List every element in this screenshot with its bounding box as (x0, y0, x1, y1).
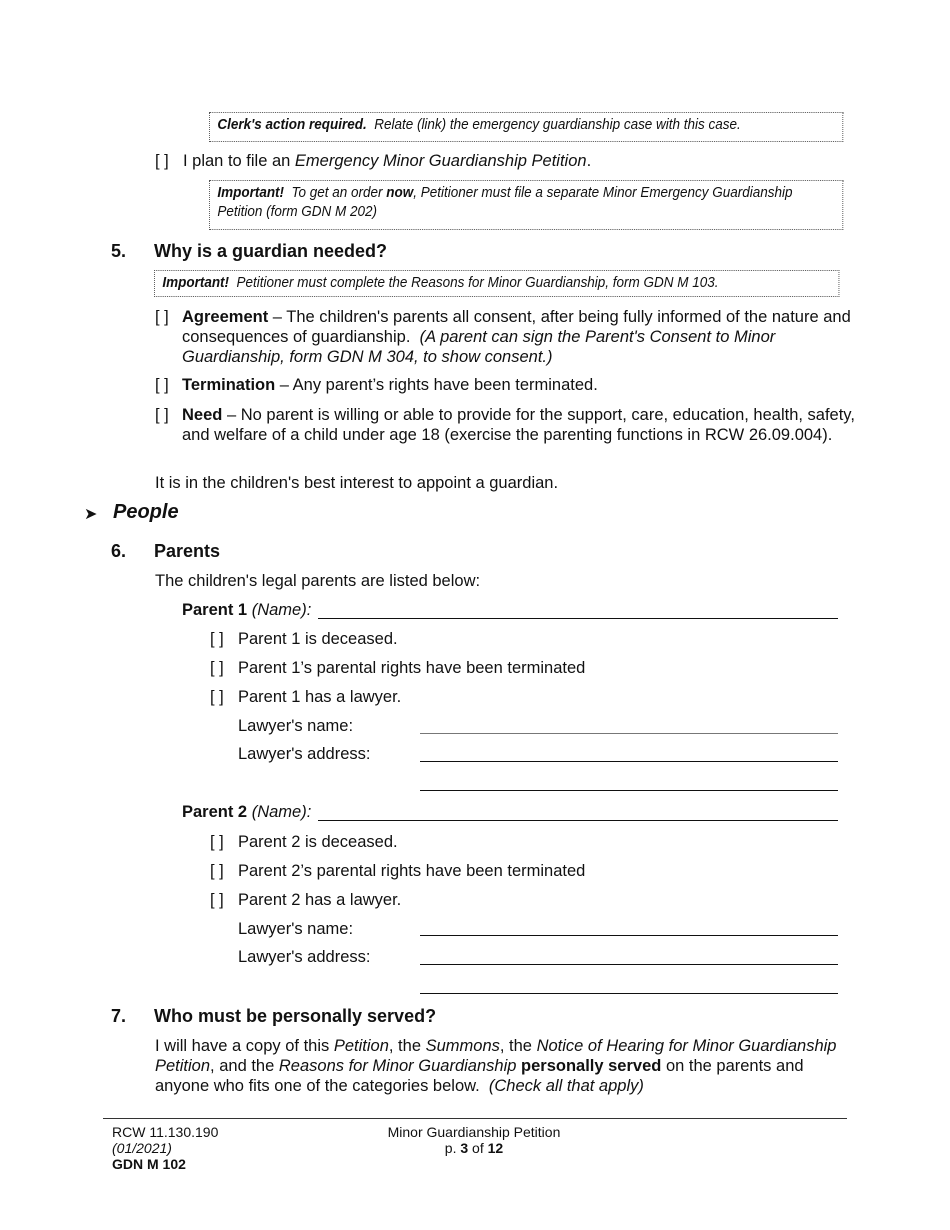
option-agreement: [ ] Agreement – The children's parents all consent, after being fully informed of the nature and consequences of guardianship. (A parent can sign the Parent's Consent to Minor Guardianship, form GDN M 304, to show consent.) (155, 308, 851, 366)
parent-1-name-label: Parent 1 (Name): (182, 601, 312, 619)
parents-intro: The children's legal parents are listed below: (155, 572, 481, 590)
parent-1-lawyer-name-label: Lawyer's name: (238, 717, 354, 735)
parent-1-name-field[interactable] (318, 618, 838, 619)
clerk-action-note (209, 112, 843, 142)
best-interest-statement: It is in the children's best interest to appoint a guardian. (155, 474, 559, 492)
footer-left (112, 1124, 218, 1172)
checkbox[interactable]: [ ] (155, 308, 169, 326)
parent-2-deceased-option: [ ] Parent 2 is deceased. (210, 833, 398, 851)
parent-2-name-field[interactable] (318, 820, 838, 821)
parent-1-lawyer-address-field-2[interactable] (420, 790, 838, 791)
parent-2-lawyer-address-label: Lawyer's address: (238, 948, 371, 966)
footer-center (374, 1124, 574, 1156)
important-note-emergency: Important! To get an order now, Petitioner must file a separate Minor Emergency Guardianship Petition (form GDN M 202) (209, 180, 843, 230)
parent-2-lawyer-option: [ ] Parent 2 has a lawyer. (210, 891, 402, 909)
parent-2-name-label: Parent 2 (Name): (182, 803, 312, 821)
parent-1-lawyer-name-field[interactable] (420, 733, 838, 734)
section-5-title: Why is a guardian needed? (154, 241, 388, 261)
footer-title: Minor Guardianship Petition (387, 1124, 561, 1140)
parent-2-lawyer-address-field-1[interactable] (420, 964, 838, 965)
arrow-bullet-icon: ➤ (84, 506, 98, 523)
checkbox[interactable]: [ ] (155, 152, 169, 170)
clerk-note-text: Relate (link) the emergency guardianship case with this case. (374, 117, 741, 133)
parent-2-terminated-option: [ ] Parent 2’s parental rights have been terminated (210, 862, 586, 880)
parent-2-lawyer-name-field[interactable] (420, 935, 838, 936)
checkbox[interactable]: [ ] (210, 659, 224, 677)
section-5-number: 5. (111, 241, 127, 261)
parent-1-lawyer-address-label: Lawyer's address: (238, 745, 371, 763)
parent-1-lawyer-address-field-1[interactable] (420, 761, 838, 762)
parent-2-lawyer-name-label: Lawyer's name: (238, 920, 354, 938)
parent-2-lawyer-address-field-2[interactable] (420, 993, 838, 994)
footer-date: (01/2021) (112, 1140, 172, 1156)
important-note-reasons: Important! Petitioner must complete the Reasons for Minor Guardianship, form GDN M 103. (154, 270, 839, 297)
option-need: [ ] Need – No parent is willing or able to provide for the support, care, education, health, safety, and welfare of a child under age 18 (exercise the parenting functions in RCW 26.09.004). (155, 406, 855, 444)
checkbox[interactable]: [ ] (210, 688, 224, 706)
checkbox[interactable]: [ ] (210, 630, 224, 648)
footer-divider (103, 1118, 847, 1119)
section-7-title: Who must be personally served? (154, 1006, 437, 1026)
footer-form: GDN M 102 (112, 1156, 186, 1172)
service-paragraph: I will have a copy of this Petition, the Summons, the Notice of Hearing for Minor Guardianship Petition, and the Reasons for Minor Guardianship personally served on the parents and anyone who fits one of the categories below. (Check all that apply) (155, 1037, 837, 1095)
checkbox[interactable]: [ ] (210, 891, 224, 909)
plan-emergency-item: [ ] I plan to file an Emergency Minor Guardianship Petition. (155, 152, 592, 170)
checkbox[interactable]: [ ] (155, 376, 169, 394)
footer-page: p. 3 of 12 (444, 1140, 504, 1156)
checkbox[interactable]: [ ] (210, 862, 224, 880)
people-heading: People (113, 501, 179, 523)
checkbox[interactable]: [ ] (155, 406, 169, 424)
footer-rcw: RCW 11.130.190 (112, 1124, 219, 1140)
section-6-number: 6. (111, 541, 127, 561)
option-termination: [ ] Termination – Any parent’s rights have been terminated. (155, 376, 598, 394)
section-7-number: 7. (111, 1006, 127, 1026)
parent-1-lawyer-option: [ ] Parent 1 has a lawyer. (210, 688, 402, 706)
section-6-title: Parents (154, 541, 221, 561)
checkbox[interactable]: [ ] (210, 833, 224, 851)
parent-1-deceased-option: [ ] Parent 1 is deceased. (210, 630, 398, 648)
clerk-note-bold: Clerk's action required. (217, 117, 367, 133)
parent-1-terminated-option: [ ] Parent 1’s parental rights have been terminated (210, 659, 586, 677)
